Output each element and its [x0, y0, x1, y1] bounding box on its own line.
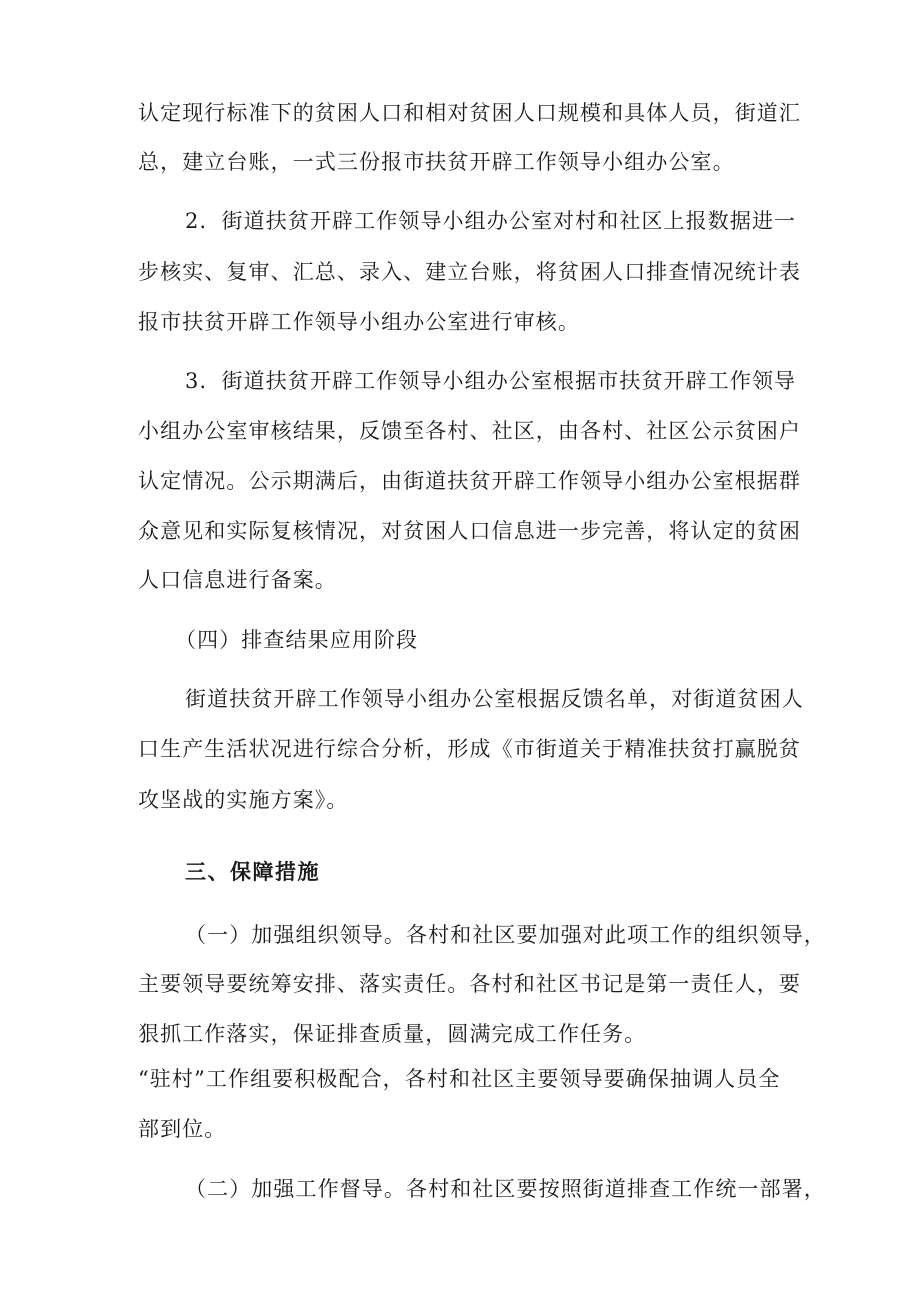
text-line: 众意见和实际复核情况，对贫困人口信息进一步完善，将认定的贫困 — [138, 519, 801, 543]
text-line: “驻村”工作组要积极配合，各村和社区主要领导要确保抽调人员全 — [138, 1067, 781, 1091]
text-line: （一）加强组织领导。各村和社区要加强对此项工作的组织领导， — [185, 923, 826, 947]
section-heading: 三、保障措施 — [185, 860, 320, 884]
section-subheading: （四）排查结果应用阶段 — [175, 628, 419, 652]
text-line: 狠抓工作落实，保证排查质量，圆满完成工作任务。 — [138, 1022, 647, 1046]
text-line: （二）加强工作督导。各村和社区要按照街道排查工作统一部署， — [185, 1177, 826, 1201]
text-line: 认定情况。公示期满后，由街道扶贫开辟工作领导小组办公室根据群 — [138, 469, 801, 493]
text-line: 口生产生活状况进行综合分析，形成《市街道关于精准扶贫打赢脱贫 — [138, 737, 801, 761]
text-line: 主要领导要统筹安排、落实责任。各村和社区书记是第一责任人，要 — [138, 972, 801, 996]
text-line: 攻坚战的实施方案》。 — [138, 788, 349, 812]
text-line: 2．街道扶贫开辟工作领导小组办公室对村和社区上报数据进一 — [185, 209, 797, 233]
text-line: 步核实、复审、汇总、录入、建立台账，将贫困人口排查情况统计表 — [138, 260, 801, 284]
text-line: 小组办公室审核结果，反馈至各村、社区，由各村、社区公示贫困户 — [138, 419, 801, 443]
text-line: 报市扶贫开辟工作领导小组办公室进行审核。 — [138, 310, 580, 334]
text-line: 街道扶贫开辟工作领导小组办公室根据反馈名单，对街道贫困人 — [185, 687, 804, 711]
text-line: 部到位。 — [138, 1117, 227, 1141]
text-line: 人口信息进行备案。 — [138, 568, 337, 592]
text-line: 3．街道扶贫开辟工作领导小组办公室根据市扶贫开辟工作领导 — [185, 369, 797, 393]
text-line: 认定现行标准下的贫困人口和相对贫困人口规模和具体人员，街道汇 — [138, 101, 801, 125]
text-line: 总，建立台账，一式三份报市扶贫开辟工作领导小组办公室。 — [138, 150, 735, 174]
